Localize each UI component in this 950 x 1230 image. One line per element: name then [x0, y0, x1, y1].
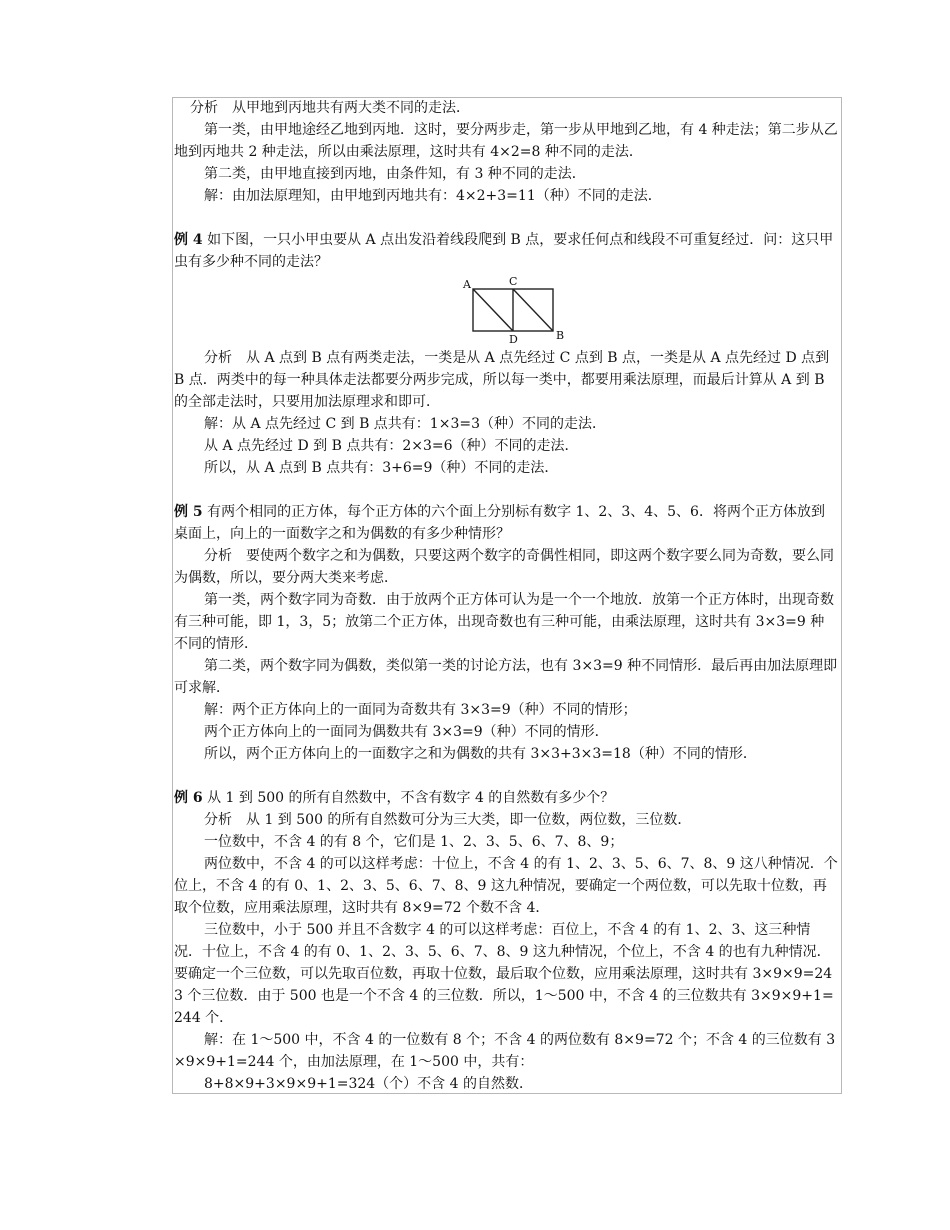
example-label: 例 6	[174, 790, 203, 806]
paragraph-text: 分析 要使两个数字之和为偶数，只要这两个数字的奇偶性相同，即这两个数字要么同为奇数，要么同为偶数，所以，要分两大类来考虑．	[174, 548, 834, 586]
paragraph-text: 解：由加法原理知，由甲地到丙地共有：4×2+3=11（种）不同的走法．	[204, 188, 662, 204]
paragraph-text: 如下图，一只小甲虫要从 A 点出发沿着线段爬到 B 点，要求任何点和线段不可重复经过．问：这只甲虫有多少种不同的走法？	[174, 232, 834, 270]
paragraph-text: 第一类，由甲地途经乙地到丙地．这时，要分两步走，第一步从甲地到乙地，有 4 种走法；第二步从乙地到丙地共 2 种走法，所以由乘法原理，这时共有 4×2=8 种不同的走法．	[174, 122, 838, 160]
example-label: 例 5	[174, 504, 203, 520]
text-paragraph	[172, 743, 840, 765]
text-paragraph	[172, 1073, 840, 1095]
example-paragraph	[172, 787, 840, 809]
document-body	[172, 97, 840, 1095]
paragraph-text: 所以，两个正方体向上的一面数字之和为偶数的共有 3×3+3×3=18（种）不同的情形．	[204, 746, 757, 762]
example-paragraph	[172, 229, 840, 273]
text-paragraph	[172, 809, 840, 831]
figure-label-c: C	[509, 275, 518, 288]
text-paragraph	[172, 655, 840, 699]
text-paragraph	[172, 119, 840, 163]
text-paragraph	[172, 185, 840, 207]
paragraph-text: 8+8×9+3×9×9+1=324（个）不含 4 的自然数．	[204, 1076, 533, 1092]
paragraph-text: 第一类，两个数字同为奇数．由于放两个正方体可认为是一个一个地放．放第一个正方体时，出现奇数有三种可能，即 1，3，5；放第二个正方体，出现奇数也有三种可能，由乘法原理，这时共有 3×3=9 种不同的情形．	[174, 592, 834, 652]
paragraph-text: 解：从 A 点先经过 C 到 B 点共有：1×3=3（种）不同的走法．	[204, 416, 606, 432]
text-paragraph	[172, 545, 840, 589]
paragraph-text: 三位数中，小于 500 并且不含数字 4 的可以这样考虑：百位上，不含 4 的有 1、2、3、这三种情况．十位上，不含 4 的有 0、1、2、3、5、6、7、8、9 这九种情况，个位上，不含 4 的也有九种情况．要确定一个三位数，可以先取百位数，再取十位数，最后取个位数，应用乘法原理，这时共有 3×9×9=243 个三位数．由于 500 也是一个不含 4 的三位数．所以，1～500 中，不含 4 的三位数共有 3×9×9+1=244 个．	[174, 922, 834, 1026]
path-figure	[172, 273, 840, 347]
text-paragraph	[172, 699, 840, 721]
text-paragraph	[172, 435, 840, 457]
paragraph-text: 有两个相同的正方体，每个正方体的六个面上分别标有数字 1、2、3、4、5、6．将两个正方体放到桌面上，向上的一面数字之和为偶数的有多少种情形？	[174, 504, 825, 542]
figure-diagonal-right	[513, 289, 553, 331]
paragraph-text: 解：在 1～500 中，不含 4 的一位数有 8 个；不含 4 的两位数有 8×9=72 个；不含 4 的三位数有 3×9×9+1=244 个，由加法原理，在 1～500 中，共有：	[174, 1032, 836, 1070]
text-paragraph	[172, 163, 840, 185]
text-paragraph	[172, 589, 840, 655]
paragraph-text: 从 A 点先经过 D 到 B 点共有：2×3=6（种）不同的走法．	[204, 438, 579, 454]
paragraph-text: 分析 从 A 点到 B 点有两类走法，一类是从 A 点先经过 C 点到 B 点，一类是从 A 点先经过 D 点到 B 点．两类中的每一种具体走法都要分两步完成，所以每一类中，都要用乘法原理，而最后计算从 A 到 B 的全部走法时，只要用加法原理求和即可．	[174, 350, 830, 410]
paragraph-text: 两个正方体向上的一面同为偶数共有 3×3=9（种）不同的情形．	[204, 724, 609, 740]
text-paragraph	[172, 831, 840, 853]
paragraph-text: 两位数中，不含 4 的可以这样考虑：十位上，不含 4 的有 1、2、3、5、6、7、8、9 这八种情况．个位上，不含 4 的有 0、1、2、3、5、6、7、8、9 这九种情况，要确定一个两位数，可以先取十位数，再取个位数，应用乘法原理，这时共有 8×9=72 个数不含 4．	[174, 856, 838, 916]
figure-diagonal-left	[473, 289, 513, 331]
figure-label-a: A	[463, 278, 471, 291]
figure-label-b: B	[556, 329, 565, 342]
text-paragraph	[172, 919, 840, 1029]
paragraph-text: 分析 从 1 到 500 的所有自然数可分为三大类，即一位数，两位数，三位数．	[204, 812, 692, 828]
paragraph-text: 解：两个正方体向上的一面同为奇数共有 3×3=9（种）不同的情形；	[204, 702, 637, 718]
example-label: 例 4	[174, 232, 203, 248]
paragraph-gap	[172, 765, 840, 787]
figure-label-d: D	[509, 333, 518, 345]
text-paragraph	[172, 413, 840, 435]
paragraph-text: 第二类，由甲地直接到丙地，由条件知，有 3 种不同的走法．	[204, 166, 586, 182]
text-paragraph	[172, 347, 840, 413]
paragraph-gap	[172, 479, 840, 501]
text-paragraph	[172, 97, 840, 119]
example-paragraph	[172, 501, 840, 545]
figure-svg	[460, 273, 570, 345]
text-paragraph	[172, 721, 840, 743]
paragraph-text: 一位数中，不含 4 的有 8 个，它们是 1、2、3、5、6、7、8、9；	[204, 834, 624, 850]
text-paragraph	[172, 1029, 840, 1073]
text-paragraph	[172, 457, 840, 479]
paragraph-text: 第二类，两个数字同为偶数，类似第一类的讨论方法，也有 3×3=9 种不同情形．最后再由加法原理即可求解．	[174, 658, 838, 696]
paragraph-text: 分析 从甲地到丙地共有两大类不同的走法．	[190, 100, 470, 116]
paragraph-text: 从 1 到 500 的所有自然数中，不含有数字 4 的自然数有多少个？	[202, 790, 615, 806]
text-paragraph	[172, 853, 840, 919]
paragraph-text: 所以，从 A 点到 B 点共有：3+6=9（种）不同的走法．	[204, 460, 559, 476]
paragraph-gap	[172, 207, 840, 229]
